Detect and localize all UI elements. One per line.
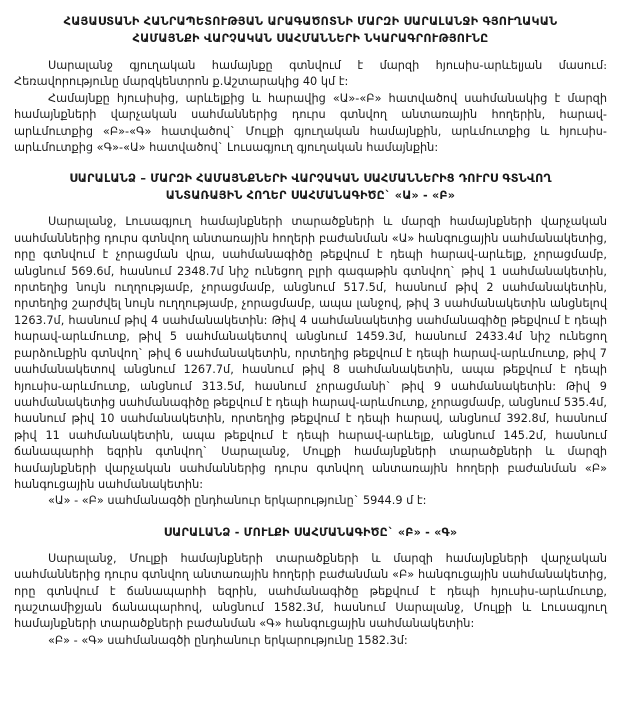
section-heading-b-g [28, 524, 593, 541]
section-heading-a-b-line-1: ՍԱՐԱԼԱՆՁ – ՄԱՐԶԻ ՀԱՄԱՅՆՔՆԵՐԻ ՎԱՐՉԱԿԱՆ ՍԱՀՄԱՆՆԵՐԻՑ ԴՈՒՐՍ ԳՏՆՎՈՂ [69, 172, 552, 186]
section-heading-a-b-line-2: ԱՆՏԱՌԱՅԻՆ ՀՈՂԵՐ ՍԱՀՄԱՆԱԳԻԾԸ` «Ա» - «Բ» [165, 189, 456, 203]
spacer-after-title [14, 47, 607, 58]
section-b-g-total-length: «Բ» - «Գ» սահմանագծի ընդհանուր երկարությունը 1582.3մ: [48, 633, 408, 647]
section-b-g-paragraph: Սարալանջ, Մուլքի համայնքների տարածքների և մարզի համայնքների վարչական սահմաններից դուրս գտնվող անտառային հողերի բաժանման «Բ» հանգուցային սահմանակետից, որը գտնվում է ճանապարհի եզրին, սահմանագիծը թեքվում է դեպի հյուսիս-արևմուտք, դաշտամիջյան ճանապարհով, անցնում 1582.3մ, հասնում Սարալանջ, Մուլքի և Լուսագյուղ համայնքների տարածքների բաժանման «Գ» հանգուցային սահմանակետին: [14, 551, 607, 631]
section-heading-a-b [28, 170, 593, 204]
intro-block [14, 58, 607, 156]
section-a-b-paragraph: Սարալանջ, Լուսագյուղ համայնքների տարածքների և մարզի համայնքների վարչական սահմաններից դուրս գտնվող անտառային հողերի բաժանման «Ա» հանգուցային սահմանակետից, որը գտնվում է չորացման վրա, սահմանագիծը թեքվում է դեպի հարավ-արևելք, չորացմամբ, անցնում 569.6մ, հասնում 2348.7մ նիշ ունեցող բլրի գագաթին գտնվող` թիվ 1 սահմանակետին, որտեղից նույն ուղղությամբ, չորացմամբ, անցնում 517.5մ, հասնում թիվ 2 սահմանակետին, որտեղից շարժվել նույն ուղղությամբ, չորացմամբ, ապա լանջով, թիվ 3 սահմանակետին անցնելով 1263.7մ, հասնում թիվ 4 սահմանակետին: Թիվ 4 սահմանակետից սահմանագիծը թեքվում է դեպի հարավ-արևմուտք, թիվ 5 սահմանակետով անցնում 1459.3մ, հասնում 2433.4մ նիշ ունեցող բարձունքին գտնվող` թիվ 6 սահմանակետին, որտեղից թեքվում է դեպի հարավ-արևմուտք, թիվ 7 սահմանակետով անցնում 1267.7մ, հասնում թիվ 8 սահմանակետին, ապա թեքվում է դեպի հյուսիս-արևմուտք, անցնում 313.5մ, հասնում չորացմանի` թիվ 9 սահմանակետին: Թիվ 9 սահմանակետից սահմանագիծը թեքվում է դեպի հարավ-արևմուտք, չորացմամբ, անցնում 535.4մ, հասնում թիվ 10 սահմանակետին, որտեղից թեքվում է դեպի հարավ, անցնում 392.8մ, հասնում թիվ 11 սահմանակետին, ապա թեքվում է դեպի հարավ-արևելք, անցնում 145.2մ, հասնում ճանապարհի եզրին գտնվող` Սարալանջ, Մուլքի համայնքների տարածքների և մարզի համայնքների վարչական սահմաններից դուրս գտնվող անտառային հողերի բաժանման «Բ» հանգուցային սահմանակետին: [14, 215, 607, 491]
intro-paragraph-1: Սարալանջ գյուղական համայնքը գտնվում է մարզի հյուսիս-արևելյան մասում։ Հեռավորությունը մարզկենտրոն ք.Աշտարակից 40 կմ է: [14, 59, 607, 89]
document-title [20, 14, 601, 47]
section-a-b-total-length: «Ա» - «Բ» սահմանագծի ընդհանուր երկարությունը` 5944.9 մ է: [48, 494, 427, 508]
section-b-g-body [14, 551, 607, 649]
document-title-line-2: ՀԱՄԱՅՆՔԻ ՎԱՐՉԱԿԱՆ ՍԱՀՄԱՆՆԵՐԻ ՆԿԱՐԱԳՐՈՒԹՅՈՒՆԸ [132, 31, 489, 45]
intro-paragraph-2: Համայնքը հյուսիսից, արևելքից և հարավից «Ա»-«Բ» հատվածով սահմանակից է մարզի համայնքների վարչական սահմաններից դուրս գտնվող անտառային հողերին, հարավ-արևմուտքից «Բ»-«Գ» հատվածով` Մուլքի գյուղական համայնքին, արևմուտքից և հյուսիս-արևմուտքից «Գ»-«Ա» հատվածով` Լուսագյուղ գյուղական համայնքին: [14, 91, 607, 155]
document-title-line-1: ՀԱՅԱՍՏԱՆԻ ՀԱՆՐԱՊԵՏՈՒԹՅԱՆ ԱՐԱԳԱԾՈՏՆԻ ՄԱՐԶԻ ՍԱՐԱԼԱՆՋԻ ԳՅՈՒՂԱԿԱՆ [63, 15, 558, 28]
section-a-b-body [14, 214, 607, 509]
section-heading-b-g-line-1: ՍԱՐԱԼԱՆՁ - ՄՈՒԼՔԻ ՍԱՀՄԱՆԱԳԻԾԸ` «Բ» - «Գ» [163, 525, 458, 539]
